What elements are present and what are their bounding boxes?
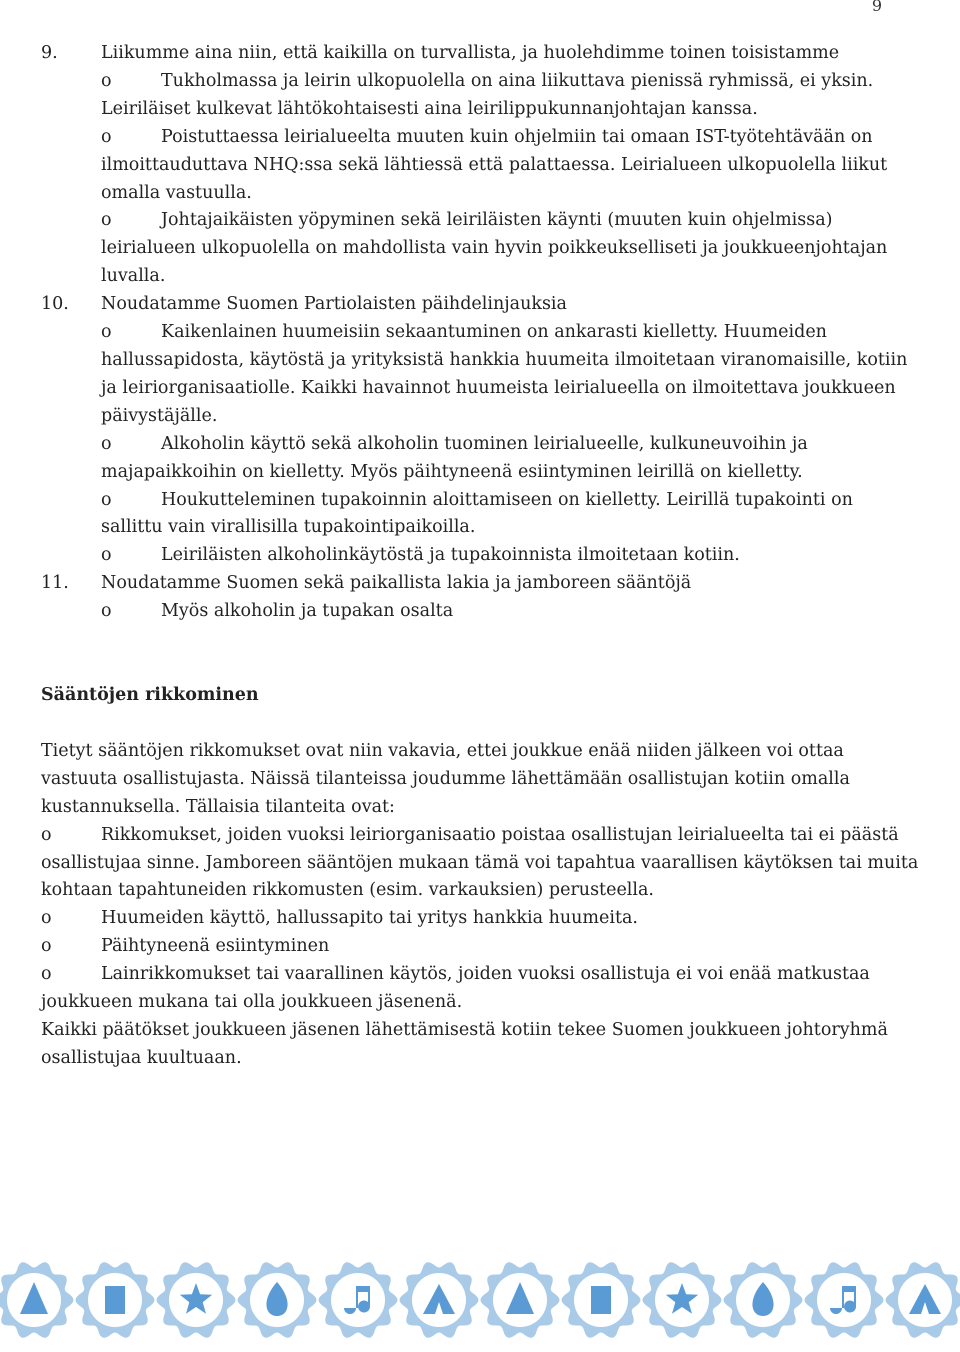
sub-item-text: Alkoholin käyttö sekä alkoholin tuominen leirialueelle, kulkuneuvoihin ja: [161, 433, 808, 454]
bullet-text: kohtaan tapahtuneiden rikkomusten (esim. varkauksien) perusteella.: [41, 880, 654, 901]
sub-item-text: ilmoittauduttava NHQ:ssa sekä lähtiessä että palattaessa. Leirialueen ulkopuolella liikut: [101, 154, 888, 175]
bullet-mark: o: [41, 824, 52, 845]
bird-icon: [562, 1262, 641, 1337]
bullet-item: [41, 822, 921, 906]
sub-item-text: Poistuttaessa leirialueelta muuten kuin ohjelmiin tai omaan IST-työtehtävään on: [161, 126, 873, 147]
bullet-text: joukkueen mukana tai olla joukkueen jäsenenä.: [41, 992, 463, 1013]
bullet-mark: o: [101, 322, 112, 343]
sub-item-text: Leiriläisten alkoholinkäytöstä ja tupakoinnista ilmoitetaan kotiin.: [161, 545, 740, 566]
paragraph-line: kustannuksella. Tällaisia tilanteita ovat:: [41, 796, 395, 817]
bullet-text: osallistujaa sinne. Jamboreen sääntöjen mukaan tämä voi tapahtua vaarallisen käytöksen tai muita: [41, 852, 919, 873]
sub-item: [41, 207, 921, 291]
sub-item-text: Leiriläiset kulkevat lähtökohtaisesti aina leirilippukunnanjohtajan kanssa.: [101, 98, 758, 119]
bullet-mark: o: [101, 433, 112, 454]
bullet-item: [41, 961, 921, 1017]
bullet-mark: o: [101, 126, 112, 147]
sub-item-text: päivystäjälle.: [101, 405, 218, 426]
sub-item-text: leirialueen ulkopuolella on mahdollista vain hyvin poikkeukselliseti ja joukkueenjohtajan: [101, 238, 888, 259]
bullet-mark: o: [101, 489, 112, 510]
music-icon: [319, 1262, 398, 1337]
sub-item-text: ja leiriorganisaatiolle. Kaikki havainnot huumeista leirialueella on ilmoitettava joukkueen: [101, 377, 896, 398]
item-number: 9.: [41, 43, 58, 63]
sub-item-text: Myös alkoholin ja tupakan osalta: [161, 601, 454, 622]
sub-item-text: Houkutteleminen tupakoinnin aloittamiseen on kielletty. Leirillä tupakointi on: [161, 489, 853, 510]
paragraph-line: Kaikki päätökset joukkueen jäsenen lähettämisestä kotiin tekee Suomen joukkueen johtoryhmä: [41, 1020, 888, 1040]
bullet-mark: o: [41, 964, 52, 985]
bullet-mark: o: [101, 601, 112, 622]
sub-item: [41, 124, 921, 208]
torch-icon: [886, 1262, 960, 1337]
drop-icon: [238, 1262, 317, 1337]
paragraph-line: Tietyt sääntöjen rikkomukset ovat niin vakavia, ettei joukkue enää niiden jälkeen voi ottaa: [41, 740, 844, 761]
star-icon: [157, 1262, 236, 1337]
sub-item: [41, 542, 921, 570]
sub-item-text: luvalla.: [101, 266, 166, 287]
globe-icon: [481, 1262, 560, 1337]
bullet-text: Rikkomukset, joiden vuoksi leiriorganisaatio poistaa osallistujan leirialueelta tai ei päästä: [101, 824, 899, 845]
lily-icon: [643, 1262, 722, 1337]
sub-item-text: majapaikkoihin on kielletty. Myös päihtyneenä esiintyminen leirillä on kielletty.: [101, 461, 803, 482]
person-icon: [400, 1262, 479, 1337]
page-number: 9: [871, 0, 882, 15]
tent-icon: [724, 1262, 803, 1337]
item-text: Liikumme aina niin, että kaikilla on turvallista, ja huolehdimme toinen toisistamme: [101, 43, 840, 63]
sub-item-text: Kaikenlainen huumeisiin sekaantuminen on ankarasti kielletty. Huumeiden: [161, 322, 827, 343]
tree-icon: [0, 1262, 74, 1337]
paragraph: [41, 738, 921, 822]
paragraph-line: osallistujaa kuultuaan.: [41, 1047, 242, 1068]
bullet-text: Huumeiden käyttö, hallussapito tai yritys hankkia huumeita.: [101, 908, 638, 929]
item-text: Noudatamme Suomen sekä paikallista lakia ja jamboreen sääntöjä: [101, 573, 692, 594]
bullet-mark: o: [101, 70, 112, 91]
list-item-11: [41, 570, 921, 598]
footer-badge-strip: [0, 1242, 960, 1352]
bullet-mark: o: [41, 908, 52, 929]
paragraph: [41, 1017, 921, 1073]
footer-badges: [0, 1242, 960, 1352]
document-body: [41, 40, 921, 1073]
sub-item: [41, 68, 921, 124]
list-item-10: [41, 291, 921, 319]
sub-item: [41, 598, 921, 626]
sub-item-text: omalla vastuulla.: [101, 182, 252, 203]
item-number: 11.: [41, 573, 69, 594]
bullet-text: Päihtyneenä esiintyminen: [101, 936, 330, 957]
paragraph-line: vastuuta osallistujasta. Näissä tilanteissa joudumme lähettämään osallistujan kotiin omalla: [41, 768, 850, 789]
item-text: Noudatamme Suomen Partiolaisten päihdelinjauksia: [101, 294, 567, 315]
section-heading: Sääntöjen rikkominen: [41, 685, 259, 706]
bullet-mark: o: [101, 210, 112, 231]
bullet-mark: o: [101, 545, 112, 566]
sub-item-text: sallittu vain virallisilla tupakointipaikoilla.: [101, 517, 476, 538]
bullet-text: Lainrikkomukset tai vaarallinen käytös, joiden vuoksi osallistuja ei voi enää matkustaa: [101, 964, 870, 985]
bullet-item: [41, 905, 921, 933]
sub-item-text: Johtajaikäisten yöpyminen sekä leiriläisten käynti (muuten kuin ohjelmissa): [161, 210, 833, 231]
sub-item: [41, 431, 921, 487]
sub-item-text: Tukholmassa ja leirin ulkopuolella on aina liikuttava pienissä ryhmissä, ei yksin.: [161, 70, 874, 91]
sub-item: [41, 487, 921, 543]
bullet-mark: o: [41, 936, 52, 957]
sub-item-text: hallussapidosta, käytöstä ja yrityksistä hankkia huumeita ilmoitetaan viranomaisille, kotiin: [101, 349, 908, 370]
bullet-item: [41, 933, 921, 961]
flag-icon: [805, 1262, 884, 1337]
sub-item: [41, 319, 921, 431]
list-item-9: [41, 40, 921, 68]
item-number: 10.: [41, 294, 69, 315]
hand-icon: [76, 1262, 155, 1337]
